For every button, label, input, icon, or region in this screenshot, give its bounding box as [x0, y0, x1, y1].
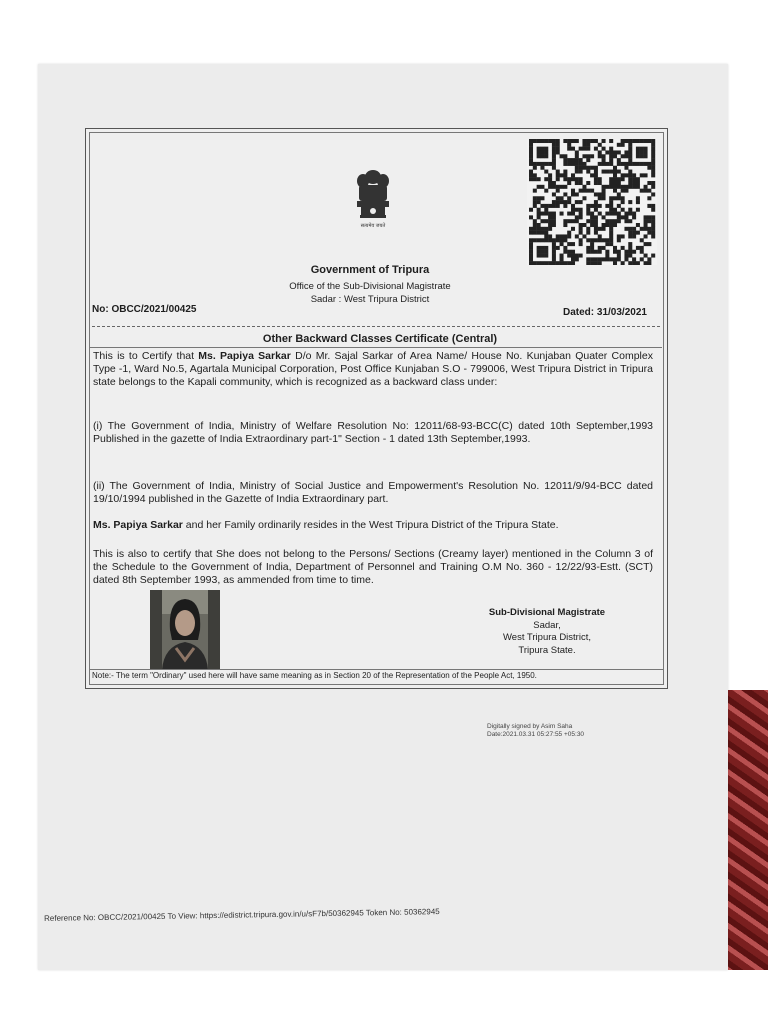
office-line: Office of the Sub-Divisional Magistrate: [289, 281, 451, 292]
qr-code-icon: [527, 139, 657, 265]
certificate-number: No: OBCC/2021/00425: [92, 304, 197, 315]
resolution-2-paragraph: (ii) The Government of India, Ministry of Social Justice and Empowerment's Resolution No. 12011/9/94-BCC dated 19/10/1994 published in the Gazette of India Extraordinary part.: [93, 480, 653, 505]
separator-dotted: [92, 326, 660, 327]
signatory-line-4: Tripura State.: [518, 645, 576, 656]
certificate-title: Other Backward Classes Certificate (Central): [262, 333, 498, 345]
national-emblem-icon: [350, 167, 396, 233]
svg-text:सत्यमेव जयते: सत्यमेव जयते: [360, 223, 386, 229]
certify-text-b: D/o Mr. Sajal Sarkar of Area Name/ House No. Kunjaban Quater Complex Type -1, Ward No.5, Agartala Municipal Corporation, Post Office Kunjaban S.O - 799006, West Tripura District in Tripura state belongs to the Kapali community, which is recognized as a backward class under:: [93, 350, 653, 388]
district-line: Sadar : West Tripura District: [310, 294, 430, 305]
creamy-layer-paragraph: This is also to certify that She does not belong to the Persons/ Sections (Creamy layer) mentioned in the Column 3 of the Schedule to the Government of India, Department of Personnel and Training O.M No. 360 - 12/22/93-Estt. (SCT) dated 8th September 1993, as ammended from time to time.: [93, 548, 653, 586]
applicant-name: Ms. Papiya Sarkar: [198, 350, 291, 362]
government-heading: Government of Tripura: [310, 264, 430, 276]
certify-text-a: This is to Certify that: [93, 350, 199, 362]
separator-note: [89, 669, 664, 670]
signatory-line-3: West Tripura District,: [503, 632, 591, 643]
footnote: Note:- The term "Ordinary" used here will have same meaning as in Section 20 of the Representation of the People Act, 1950.: [92, 671, 537, 680]
digital-signature-date: Date:2021.03.31 05:27:55 +05:30: [487, 731, 585, 738]
signatory-designation: Sub-Divisional Magistrate: [488, 607, 606, 618]
certificate-date: Dated: 31/03/2021: [563, 307, 647, 318]
resolution-1-paragraph: (i) The Government of India, Ministry of Welfare Resolution No: 12011/68-93-BCC(C) dated 10th September,1993 Published in the gazette of India Extraordinary part-1" Section - 1 dated 13th September,1993.: [93, 420, 653, 445]
separator-title: [90, 347, 662, 348]
certify-paragraph: [93, 350, 653, 389]
residence-text: and her Family ordinarily resides in the West Tripura District of the Tripura State.: [182, 519, 559, 531]
digital-signature-signer: Digitally signed by Asim Saha: [487, 723, 573, 730]
reference-footer: Reference No: OBCC/2021/00425 To View: https://edistrict.tripura.gov.in/u/sF7b/50362945 Token No: 50362945: [44, 907, 440, 923]
residence-paragraph: [93, 519, 653, 532]
signatory-line-2: Sadar,: [533, 620, 561, 631]
applicant-photo: [150, 590, 220, 670]
applicant-name-2: Ms. Papiya Sarkar: [93, 519, 183, 531]
digital-signature: [487, 723, 584, 739]
